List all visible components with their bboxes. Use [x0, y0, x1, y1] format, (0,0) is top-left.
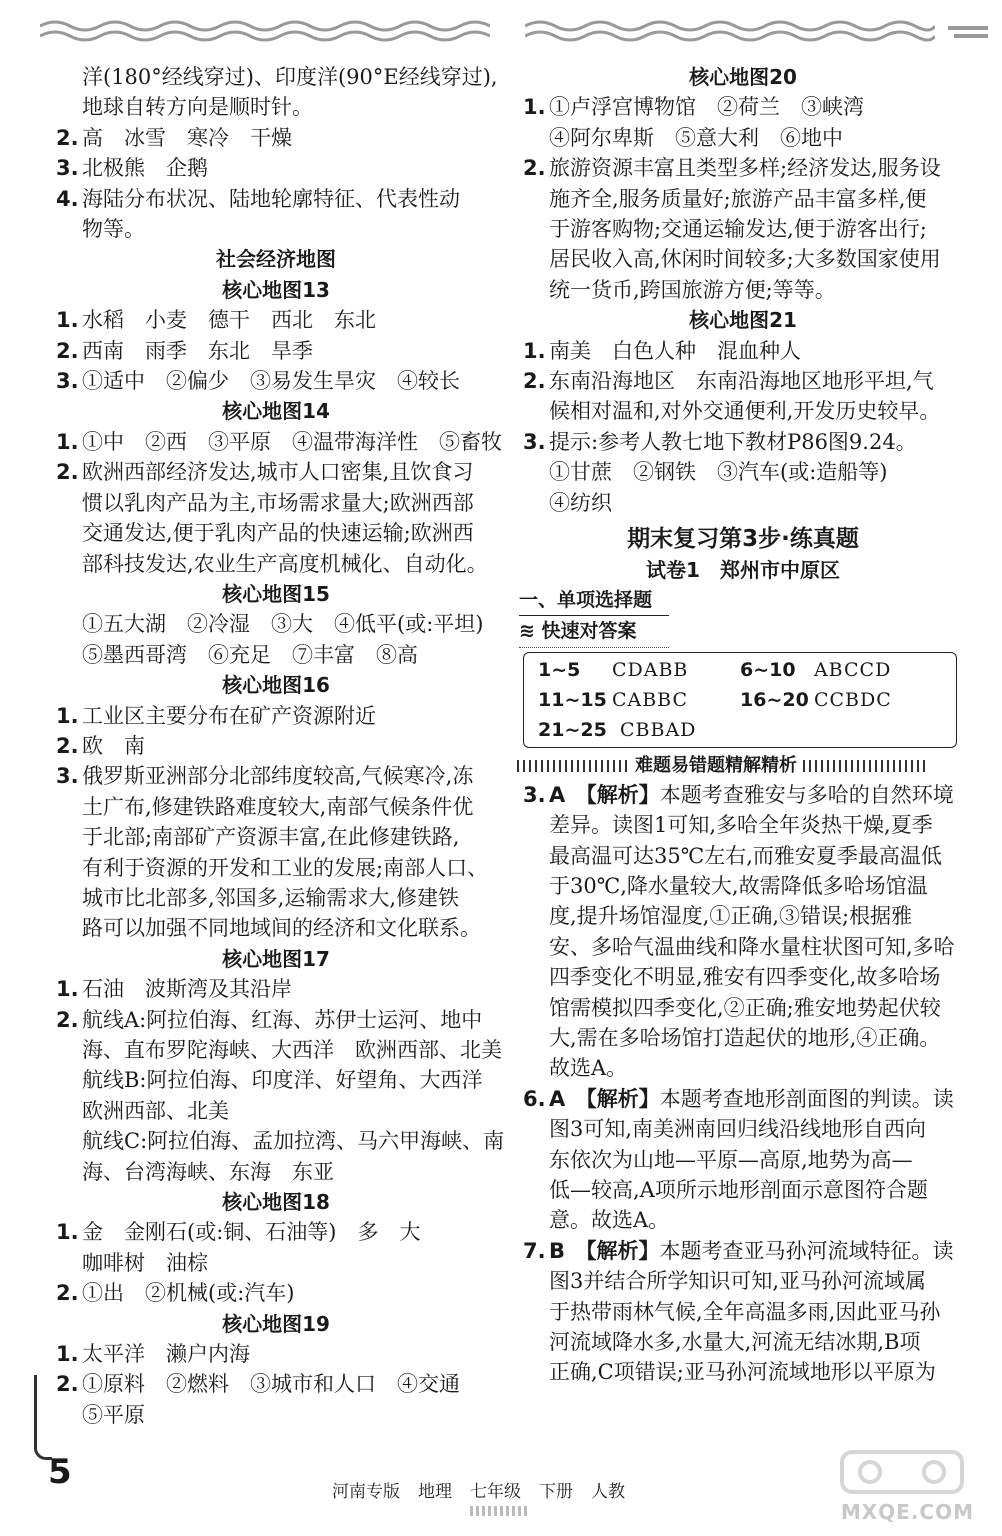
answer-value: CBBAD — [620, 718, 697, 741]
text-line: 物等。 — [82, 217, 145, 242]
item-text: 石油 波斯湾及其沿岸 — [82, 977, 292, 1002]
answer-item — [56, 336, 496, 366]
item-number: 2. — [56, 733, 79, 758]
answer-value: ABCCD — [813, 658, 892, 681]
answer-item — [56, 1217, 496, 1247]
item-text: 金 金刚石(或:铜、石油等) 多 大 — [82, 1220, 421, 1245]
item-text: 俄罗斯亚洲部分北部纬度较高,气候寒冷,冻 — [82, 764, 474, 789]
wave-icon: ≋ — [519, 620, 542, 643]
answer-item — [56, 701, 496, 731]
answer-item — [523, 780, 963, 810]
wave-decoration-right — [525, 14, 935, 54]
item-text: 南美 白色人种 混血种人 — [549, 338, 801, 363]
footer — [332, 1477, 643, 1502]
text-line: ⑤墨西哥湾 ⑥充足 ⑦丰富 ⑧高 — [82, 642, 418, 667]
item-number: 1. — [56, 308, 79, 333]
hatch-decoration — [517, 760, 629, 772]
item-text: ①适中 ②偏少 ③易发生旱灾 ④较长 — [82, 369, 460, 394]
item-number: 2. — [56, 460, 79, 485]
item-text: 工业区主要分布在矿产资源附近 — [82, 703, 376, 728]
item-text: ①出 ②机械(或:汽车) — [82, 1281, 295, 1306]
left-column — [56, 62, 505, 1430]
wave-decoration-left — [40, 14, 490, 54]
text-line: 低—较高,A项所示地形剖面示意图符合题 — [549, 1178, 928, 1202]
text-line: 欧洲西部、北美 — [82, 1098, 229, 1123]
item-number: 3. — [523, 782, 546, 807]
section-heading: 核心地图20 — [689, 65, 797, 89]
right-column — [519, 62, 963, 1388]
text-line: 于30℃,降水量较大,故需降低多哈场馆温 — [549, 873, 928, 898]
footer-dots — [470, 1506, 530, 1516]
answer-item — [56, 1339, 496, 1369]
item-text: 北极熊 企鹅 — [82, 156, 208, 181]
section-heading: 核心地图14 — [222, 399, 330, 424]
hard-questions-bar — [517, 752, 963, 780]
hatch-decoration — [803, 760, 929, 772]
answer-range: 21~25 — [538, 718, 607, 741]
page-number: 5 — [48, 1452, 72, 1492]
text-line: 统一货币,跨国旅游方便;等等。 — [549, 277, 836, 302]
item-text: 欧 南 — [82, 733, 145, 758]
item-text: ①原料 ②燃料 ③城市和人口 ④交通 — [82, 1372, 460, 1397]
text-line: 居民收入高,休闲时间较多;大多数国家使用 — [549, 247, 941, 272]
item-text: 太平洋 濑户内海 — [82, 1342, 250, 1367]
item-number: 4. — [56, 186, 79, 211]
text-line: 于北部;南部矿产资源丰富,在此修建铁路, — [82, 825, 460, 850]
item-number: 3. — [56, 369, 79, 394]
answer-tag: A 【解析】 — [549, 1086, 660, 1111]
item-number: 2. — [56, 338, 79, 363]
item-number: 1. — [56, 429, 79, 454]
answer-item — [56, 974, 496, 1004]
section-heading: 核心地图18 — [222, 1190, 330, 1215]
text-line: 海、台湾海峡、东海 东亚 — [82, 1159, 334, 1184]
item-number: 1. — [523, 95, 546, 120]
item-number: 7. — [523, 1238, 546, 1263]
text-line: 航线C:阿拉伯海、孟加拉湾、马六甲海峡、南 — [82, 1129, 505, 1154]
quick-answers-label: 快速对答案 — [541, 620, 637, 643]
answer-row — [538, 685, 942, 715]
text-line: 城市比北部多,邻国多,运输需求大,修建铁 — [82, 885, 460, 910]
text-line: 图3可知,南美洲南回归线沿线地形自西向 — [549, 1117, 927, 1142]
answer-value: CABBC — [611, 688, 689, 711]
footer-item: 下册 — [539, 1482, 573, 1502]
answer-range: 1~5 — [538, 658, 581, 681]
text-line: 故选A。 — [549, 1056, 628, 1081]
answer-row — [538, 655, 942, 685]
review-title: 期末复习第3步·练真题 — [627, 526, 859, 553]
item-text: 旅游资源丰富且类型多样;经济发达,服务设 — [549, 156, 941, 181]
section-heading: 核心地图15 — [222, 581, 330, 606]
corner-stripe-decoration — [948, 20, 988, 50]
text-line: 洋(180°经线穿过)、印度洋(90°E经线穿过), — [82, 65, 498, 89]
text-line: 航线B:阿拉伯海、印度洋、好望角、大西洋 — [82, 1068, 483, 1093]
answer-item — [523, 1084, 963, 1114]
answer-item — [56, 731, 496, 761]
item-number: 2. — [523, 156, 546, 181]
item-text: 提示:参考人教七地下教材P86图9.24。 — [549, 429, 917, 454]
text-line: 正确,C项错误;亚马孙河流域地形以平原为 — [549, 1360, 936, 1385]
answer-item — [56, 427, 502, 457]
answer-item — [523, 366, 963, 396]
item-number: 2. — [523, 369, 546, 394]
text-line: 施齐全,服务质量好;旅游产品丰富多样,便 — [549, 186, 927, 211]
text-line: 四季变化不明显,雅安有四季变化,故多哈场 — [549, 965, 941, 990]
item-number: 2. — [56, 1372, 79, 1397]
text-line: 图3并结合所学知识可知,亚马孙河流域属 — [549, 1269, 927, 1294]
item-text: ①卢浮宫博物馆 ②荷兰 ③峡湾 — [549, 95, 864, 120]
answer-tag: A 【解析】 — [549, 782, 660, 807]
answer-item — [56, 184, 496, 214]
answer-value: CDABB — [611, 658, 689, 681]
answer-item — [523, 1236, 963, 1266]
item-text: ①中 ②西 ③平原 ④温带海洋性 ⑤畜牧 — [82, 429, 502, 454]
answer-item — [523, 336, 963, 366]
answer-item — [56, 1369, 496, 1399]
item-number: 1. — [56, 703, 79, 728]
item-number: 1. — [56, 977, 79, 1002]
answer-item — [523, 153, 963, 183]
item-number: 3. — [56, 764, 79, 789]
text-line: 候相对温和,对外交通便利,开发历史较早。 — [549, 399, 941, 424]
item-number: 1. — [56, 1220, 79, 1245]
paper-title: 试卷1 郑州市中原区 — [646, 557, 840, 582]
answer-box — [523, 652, 957, 748]
answer-item — [523, 427, 963, 457]
text-line: 土广布,修建铁路难度较大,南部气候条件优 — [82, 794, 474, 819]
item-number: 3. — [56, 156, 79, 181]
quick-answers-title — [519, 616, 669, 647]
hard-questions-title: 难题易错题精解精析 — [635, 754, 797, 776]
item-text: 高 冰雪 寒冷 干燥 — [82, 125, 292, 150]
section-heading: 社会经济地图 — [216, 247, 336, 272]
section-title: 一、单项选择题 — [519, 585, 669, 616]
text-line: 惯以乳肉产品为主,市场需求量大;欧洲西部 — [82, 490, 474, 515]
answer-item — [56, 123, 496, 153]
footer-item: 地理 — [418, 1482, 452, 1502]
item-text: 东南沿海地区 东南沿海地区地形平坦,气 — [549, 369, 934, 394]
answer-range: 16~20 — [740, 688, 809, 711]
answer-item — [56, 457, 496, 487]
item-text: 海陆分布状况、陆地轮廓特征、代表性动 — [82, 186, 460, 211]
section-heading: 核心地图19 — [222, 1311, 330, 1336]
answer-item — [56, 1005, 496, 1035]
item-text: 西南 雨季 东北 旱季 — [82, 338, 313, 363]
right-top-answers — [523, 62, 963, 518]
text-line: 安、多哈气温曲线和降水量柱状图可知,多哈 — [549, 934, 955, 959]
item-text: 水稻 小麦 德干 西北 东北 — [82, 308, 376, 333]
text-line: ①五大湖 ②冷湿 ③大 ④低平(或:平坦) — [82, 612, 484, 637]
item-number: 3. — [523, 429, 546, 454]
text-line: 交通发达,便于乳肉产品的快速运输;欧洲西 — [82, 521, 474, 546]
text-line: 路可以加强不同地域间的经济和文化联系。 — [82, 916, 481, 941]
footer-item: 河南专版 — [332, 1482, 400, 1502]
item-text: 航线A:阿拉伯海、红海、苏伊士运河、地中 — [82, 1007, 483, 1032]
section-heading: 核心地图21 — [689, 308, 797, 333]
text-line: 差异。读图1可知,多哈全年炎热干燥,夏季 — [549, 813, 933, 838]
section-heading: 核心地图13 — [222, 277, 330, 302]
text-line: ⑤平原 — [82, 1402, 145, 1427]
item-number: 2. — [56, 1007, 79, 1032]
text-line: 大,需在多哈场馆打造起伏的地形,④正确。 — [549, 1025, 941, 1050]
text-line: 于热带雨林气候,全年高温多雨,因此亚马孙 — [549, 1299, 941, 1324]
text-line: 东依次为山地—平原—高原,地势为高— — [549, 1147, 913, 1172]
item-number: 1. — [523, 338, 546, 363]
text-line: 有利于资源的开发和工业的发展;南部人口、 — [82, 855, 489, 880]
section-heading: 核心地图16 — [222, 673, 330, 698]
item-number: 2. — [56, 1281, 79, 1306]
answer-row — [538, 715, 942, 745]
text-line: 度,提升场馆湿度,①正确,③错误;根据雅 — [549, 904, 913, 929]
answer-item — [56, 305, 496, 335]
text-line: 咖啡树 油棕 — [82, 1250, 208, 1275]
answer-tag: B 【解析】 — [549, 1238, 660, 1263]
watermark-text: MXQE.COM — [840, 1500, 974, 1524]
answer-value: CCBDC — [813, 688, 892, 711]
explanations — [523, 780, 963, 1388]
item-number: 2. — [56, 125, 79, 150]
text-line: 海、直布罗陀海峡、大西洋 欧洲西部、北美 — [82, 1038, 502, 1062]
item-text: 本题考查地形剖面图的判读。读 — [659, 1086, 954, 1111]
item-text: 欧洲西部经济发达,城市人口密集,且饮食习 — [82, 460, 474, 485]
item-text: 本题考查亚马孙河流域特征。读 — [659, 1238, 954, 1263]
text-line: 河流域降水多,水量大,河流无结冰期,B项 — [549, 1330, 921, 1355]
footer-item: 七年级 — [470, 1482, 521, 1502]
section-heading: 核心地图17 — [222, 946, 330, 971]
answer-item — [56, 1278, 496, 1308]
answer-range: 6~10 — [740, 658, 796, 681]
page-corner-bracket — [34, 1375, 52, 1460]
answer-item — [56, 366, 496, 396]
text-line: ④阿尔卑斯 ⑤意大利 ⑥地中 — [549, 125, 843, 150]
text-line: 最高温可达35℃左右,而雅安夏季最高温低 — [549, 843, 942, 868]
answer-range: 11~15 — [538, 688, 607, 711]
text-line: ④纺织 — [549, 490, 612, 515]
answer-item — [523, 92, 963, 122]
text-line: 于游客购物;交通运输发达,便于游客出行; — [549, 217, 927, 242]
item-number: 6. — [523, 1086, 546, 1111]
text-line: 地球自转方向是顺时针。 — [82, 95, 313, 120]
text-line: ①甘蔗 ②钢铁 ③汽车(或:造船等) — [549, 460, 888, 485]
text-line: 意。故选A。 — [549, 1208, 670, 1233]
item-number: 1. — [56, 1342, 79, 1367]
answer-item — [56, 761, 496, 791]
answer-item — [56, 153, 496, 183]
text-line: 部科技发达,农业生产高度机械化、自动化。 — [82, 551, 488, 576]
text-line: 馆需模拟四季变化,②正确;雅安地势起伏较 — [549, 995, 941, 1020]
item-text: 本题考查雅安与多哈的自然环境 — [659, 782, 954, 807]
footer-item: 人教 — [591, 1482, 625, 1502]
